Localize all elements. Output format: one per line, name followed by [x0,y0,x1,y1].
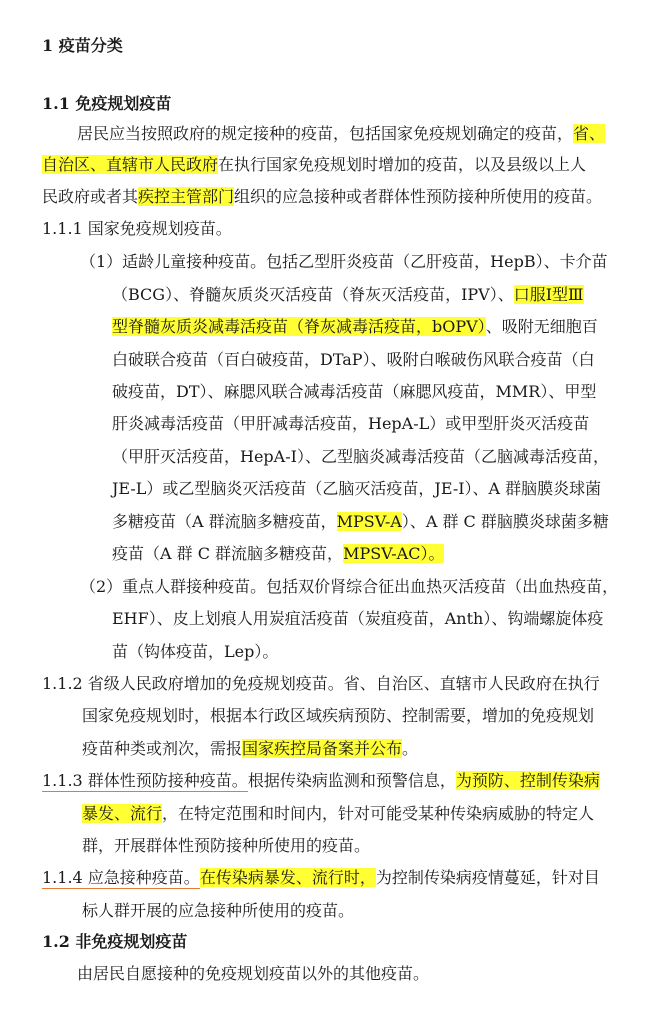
paragraph-line [82,802,594,826]
list-item-line: JE-L）或乙型脑炎灭活疫苗（乙脑灭活疫苗，JE-I）、A 群脑膜炎球菌 [112,479,602,498]
list-item-line: 破疫苗，DT）、麻腮风联合减毒活疫苗（麻腮风疫苗，MMR）、甲型 [112,382,597,401]
section-heading-1-2: 1.2 非免疫规划疫苗 [42,932,188,951]
subsection-1-1-3 [42,769,600,793]
text-run: 组织的应急接种或者群体性预防接种所使用的疫苗。 [234,187,603,206]
text-run: ）、A 群 C 群脑膜炎球菌多糖 [401,512,609,531]
underlined-text: 1.1.3 群体性预防接种疫苗。 [42,771,248,790]
text-run: 根据传染病监测和预警信息， [247,771,456,790]
list-item-line: （1）适龄儿童接种疫苗。包括乙型肝炎疫苗（乙肝疫苗，HepB）、卡介苗 [80,252,608,271]
paragraph-line [42,185,602,209]
highlight: 为预防、控制传染病 [455,771,600,790]
paragraph-line: 标人群开展的应急接种所使用的疫苗。 [82,901,355,920]
list-item-line: EHF）、皮上划痕人用炭疽活疫苗（炭疽疫苗，Anth）、钩端螺旋体疫 [112,609,604,628]
list-item-line: 肝炎减毒活疫苗（甲肝减毒活疫苗，HepA-L）或甲型肝炎灭活疫苗 [112,414,590,433]
highlight: 型脊髓灰质炎减毒活疫苗（脊灰减毒活疫苗，bOPV） [112,317,486,336]
text-run: 为控制传染病疫情蔓延，针对目 [375,868,600,887]
section-heading-1-1: 1.1 免疫规划疫苗 [42,94,172,113]
highlight: 暴发、流行 [82,804,163,823]
text-run: 居民应当按照政府的规定接种的疫苗，包括国家免疫规划确定的疫苗， [77,124,574,143]
list-item-line: 苗（钩体疫苗，Lep）。 [112,642,279,661]
paragraph-line: 由居民自愿接种的免疫规划疫苗以外的其他疫苗。 [77,964,430,983]
subsection-1-1-1: 1.1.1 国家免疫规划疫苗。 [42,219,232,238]
list-item-line [112,510,609,534]
paragraph-line [77,122,605,146]
paragraph-line: 群，开展群体性预防接种所使用的疫苗。 [82,836,371,855]
highlight: MPSV-A [336,512,402,531]
paragraph-line [82,737,418,761]
list-item-line: （2）重点人群接种疫苗。包括双价肾综合征出血热灭活疫苗（出血热疫苗， [80,577,619,596]
highlight: MPSV-AC）。 [343,544,445,563]
highlight: 口服Ⅰ型Ⅲ [513,285,584,304]
highlight: 省、 [573,124,606,143]
paragraph-line: 国家免疫规划时，根据本行政区域疾病预防、控制需要，增加的免疫规划 [82,706,595,725]
list-item-line: （甲肝灭活疫苗，HepA-I）、乙型脑炎减毒活疫苗（乙脑减毒活疫苗， [112,447,609,466]
subsection-1-1-2: 1.1.2 省级人民政府增加的免疫规划疫苗。省、自治区、直辖市人民政府在执行 [42,674,600,693]
text-run: 疫苗种类或剂次，需报 [82,739,243,758]
text-run: 民政府或者其 [42,187,139,206]
underlined-text: 1.1.4 应急接种疫苗。 [42,868,200,887]
text-run: 疫苗（A 群 C 群流脑多糖疫苗， [112,544,344,563]
subsection-1-1-4 [42,866,600,890]
paragraph-line [42,153,586,177]
text-run: 在执行国家免疫规划时增加的疫苗，以及县级以上人 [218,155,587,174]
list-item-line [112,315,598,339]
text-run: （BCG）、脊髓灰质炎灭活疫苗（脊灰灭活疫苗，IPV）、 [112,285,514,304]
list-item-line [112,542,444,566]
highlight: 国家疾控局备案并公布 [242,739,403,758]
text-run: ，在特定范围和时间内，针对可能受某种传染病威胁的特定人 [162,804,595,823]
text-run: 多糖疫苗（A 群流脑多糖疫苗， [112,512,337,531]
text-run: 、吸附无细胞百 [485,317,598,336]
highlight: 在传染病暴发、流行时， [199,868,376,887]
text-run: 。 [402,739,419,758]
highlight: 自治区、直辖市人民政府 [42,155,219,174]
list-item-line [112,283,584,307]
section-heading-1: 1 疫苗分类 [42,36,123,55]
list-item-line: 白破联合疫苗（百白破疫苗，DTaP）、吸附白喉破伤风联合疫苗（白 [112,350,595,369]
highlight: 疾控主管部门 [138,187,235,206]
